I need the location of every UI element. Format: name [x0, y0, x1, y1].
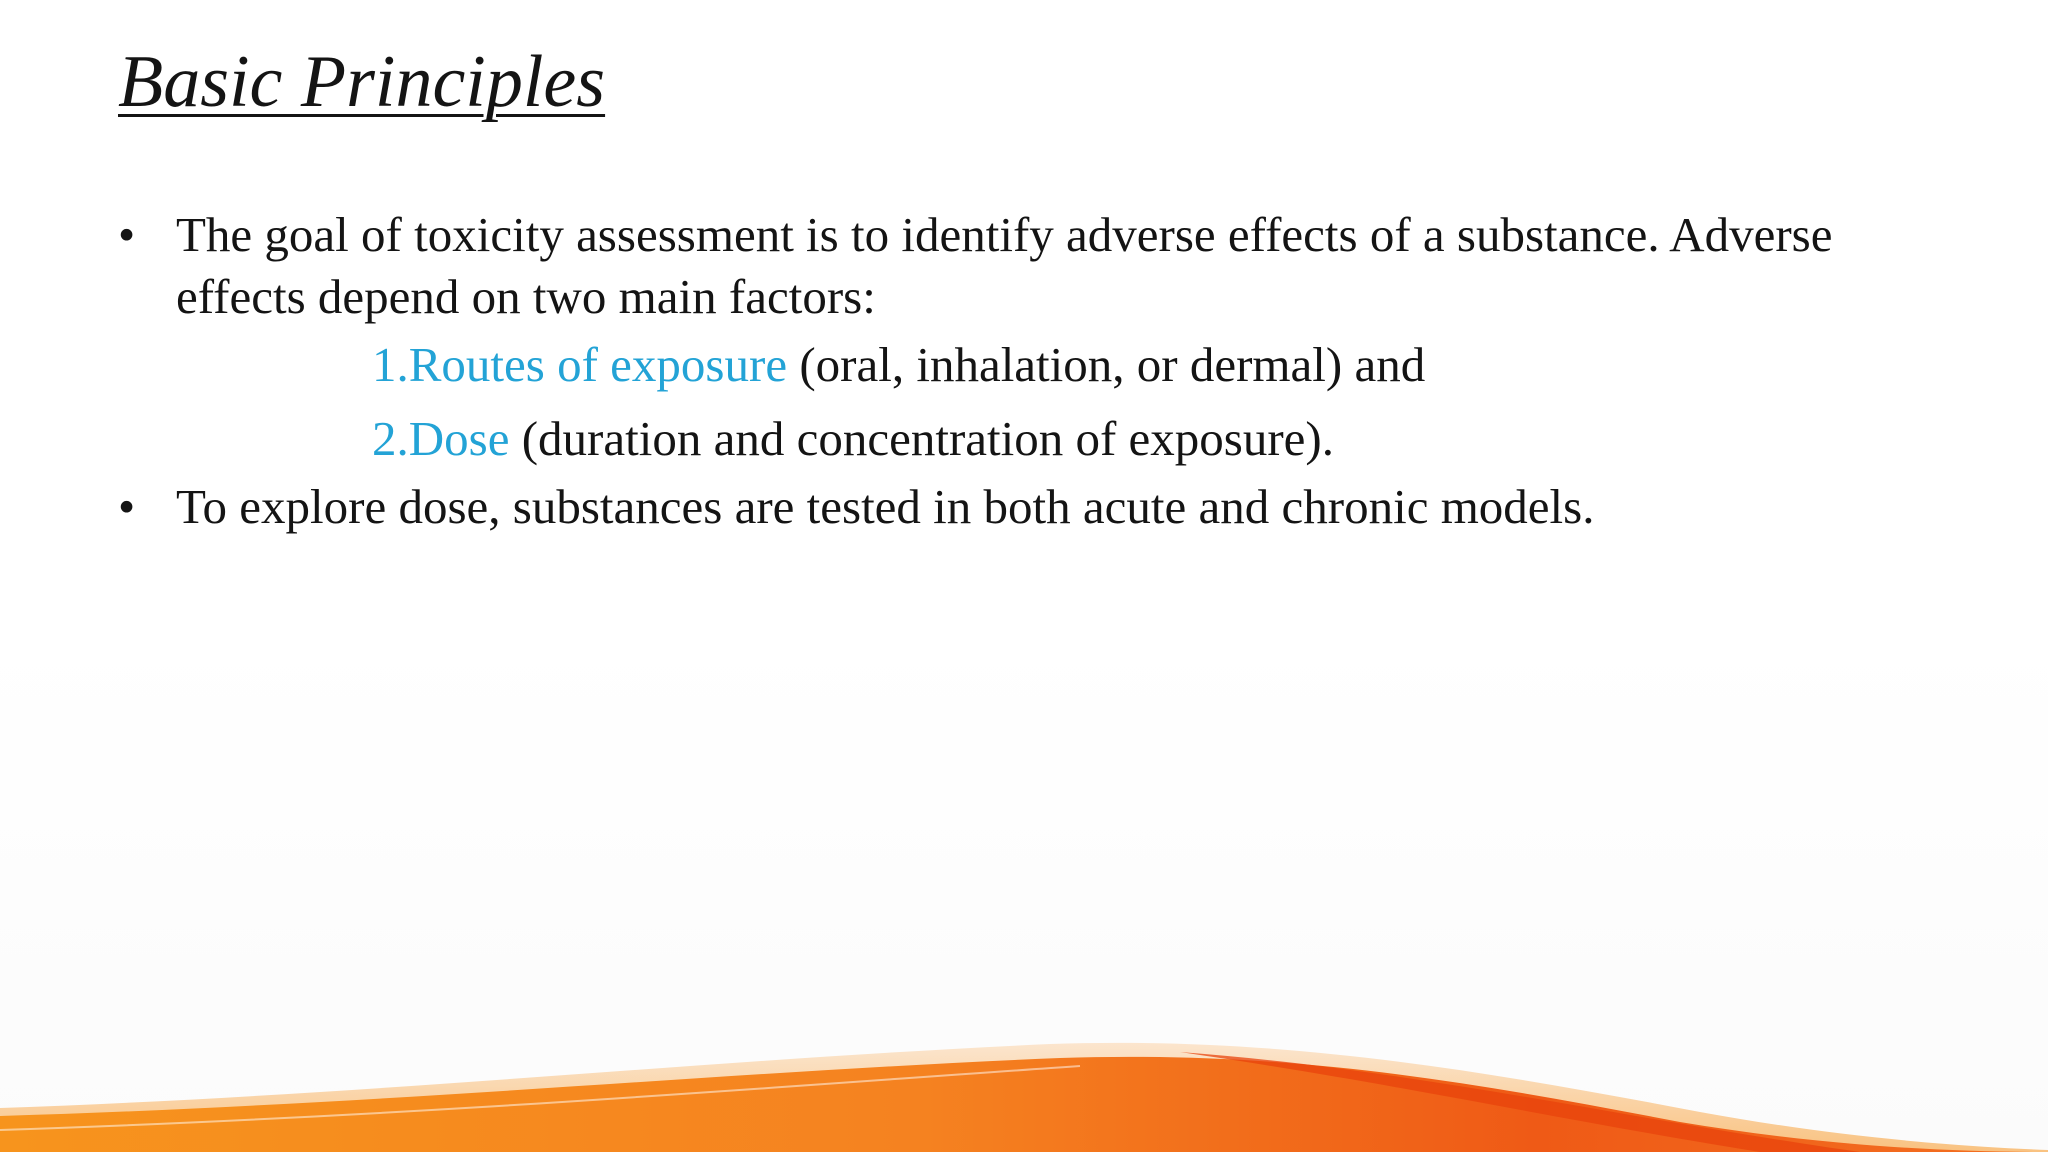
factor-number: 2.	[372, 411, 409, 466]
slide-body	[118, 204, 1918, 538]
bullet-text: The goal of toxicity assessment is to identify adverse effects of a substance. Adverse effects depend on two main factors:	[176, 207, 1833, 324]
factor-detail: (duration and concentration of exposure).	[509, 411, 1334, 466]
factor-detail: (oral, inhalation, or dermal) and	[787, 337, 1426, 392]
bullet-item	[118, 476, 1918, 538]
slide-title: Basic Principles	[118, 41, 606, 123]
orange-wave-decoration	[0, 1000, 2048, 1152]
bullet-marker: •	[118, 479, 136, 534]
factor-number: 1.	[372, 337, 409, 392]
factor-item-routes	[118, 328, 1918, 402]
factor-item-dose	[118, 402, 1918, 476]
bullet-item	[118, 204, 1918, 328]
factor-term: Routes of exposure	[408, 337, 788, 392]
bullet-marker: •	[118, 207, 136, 262]
factor-term: Dose	[408, 411, 510, 466]
bullet-text: To explore dose, substances are tested in both acute and chronic models.	[176, 479, 1595, 534]
